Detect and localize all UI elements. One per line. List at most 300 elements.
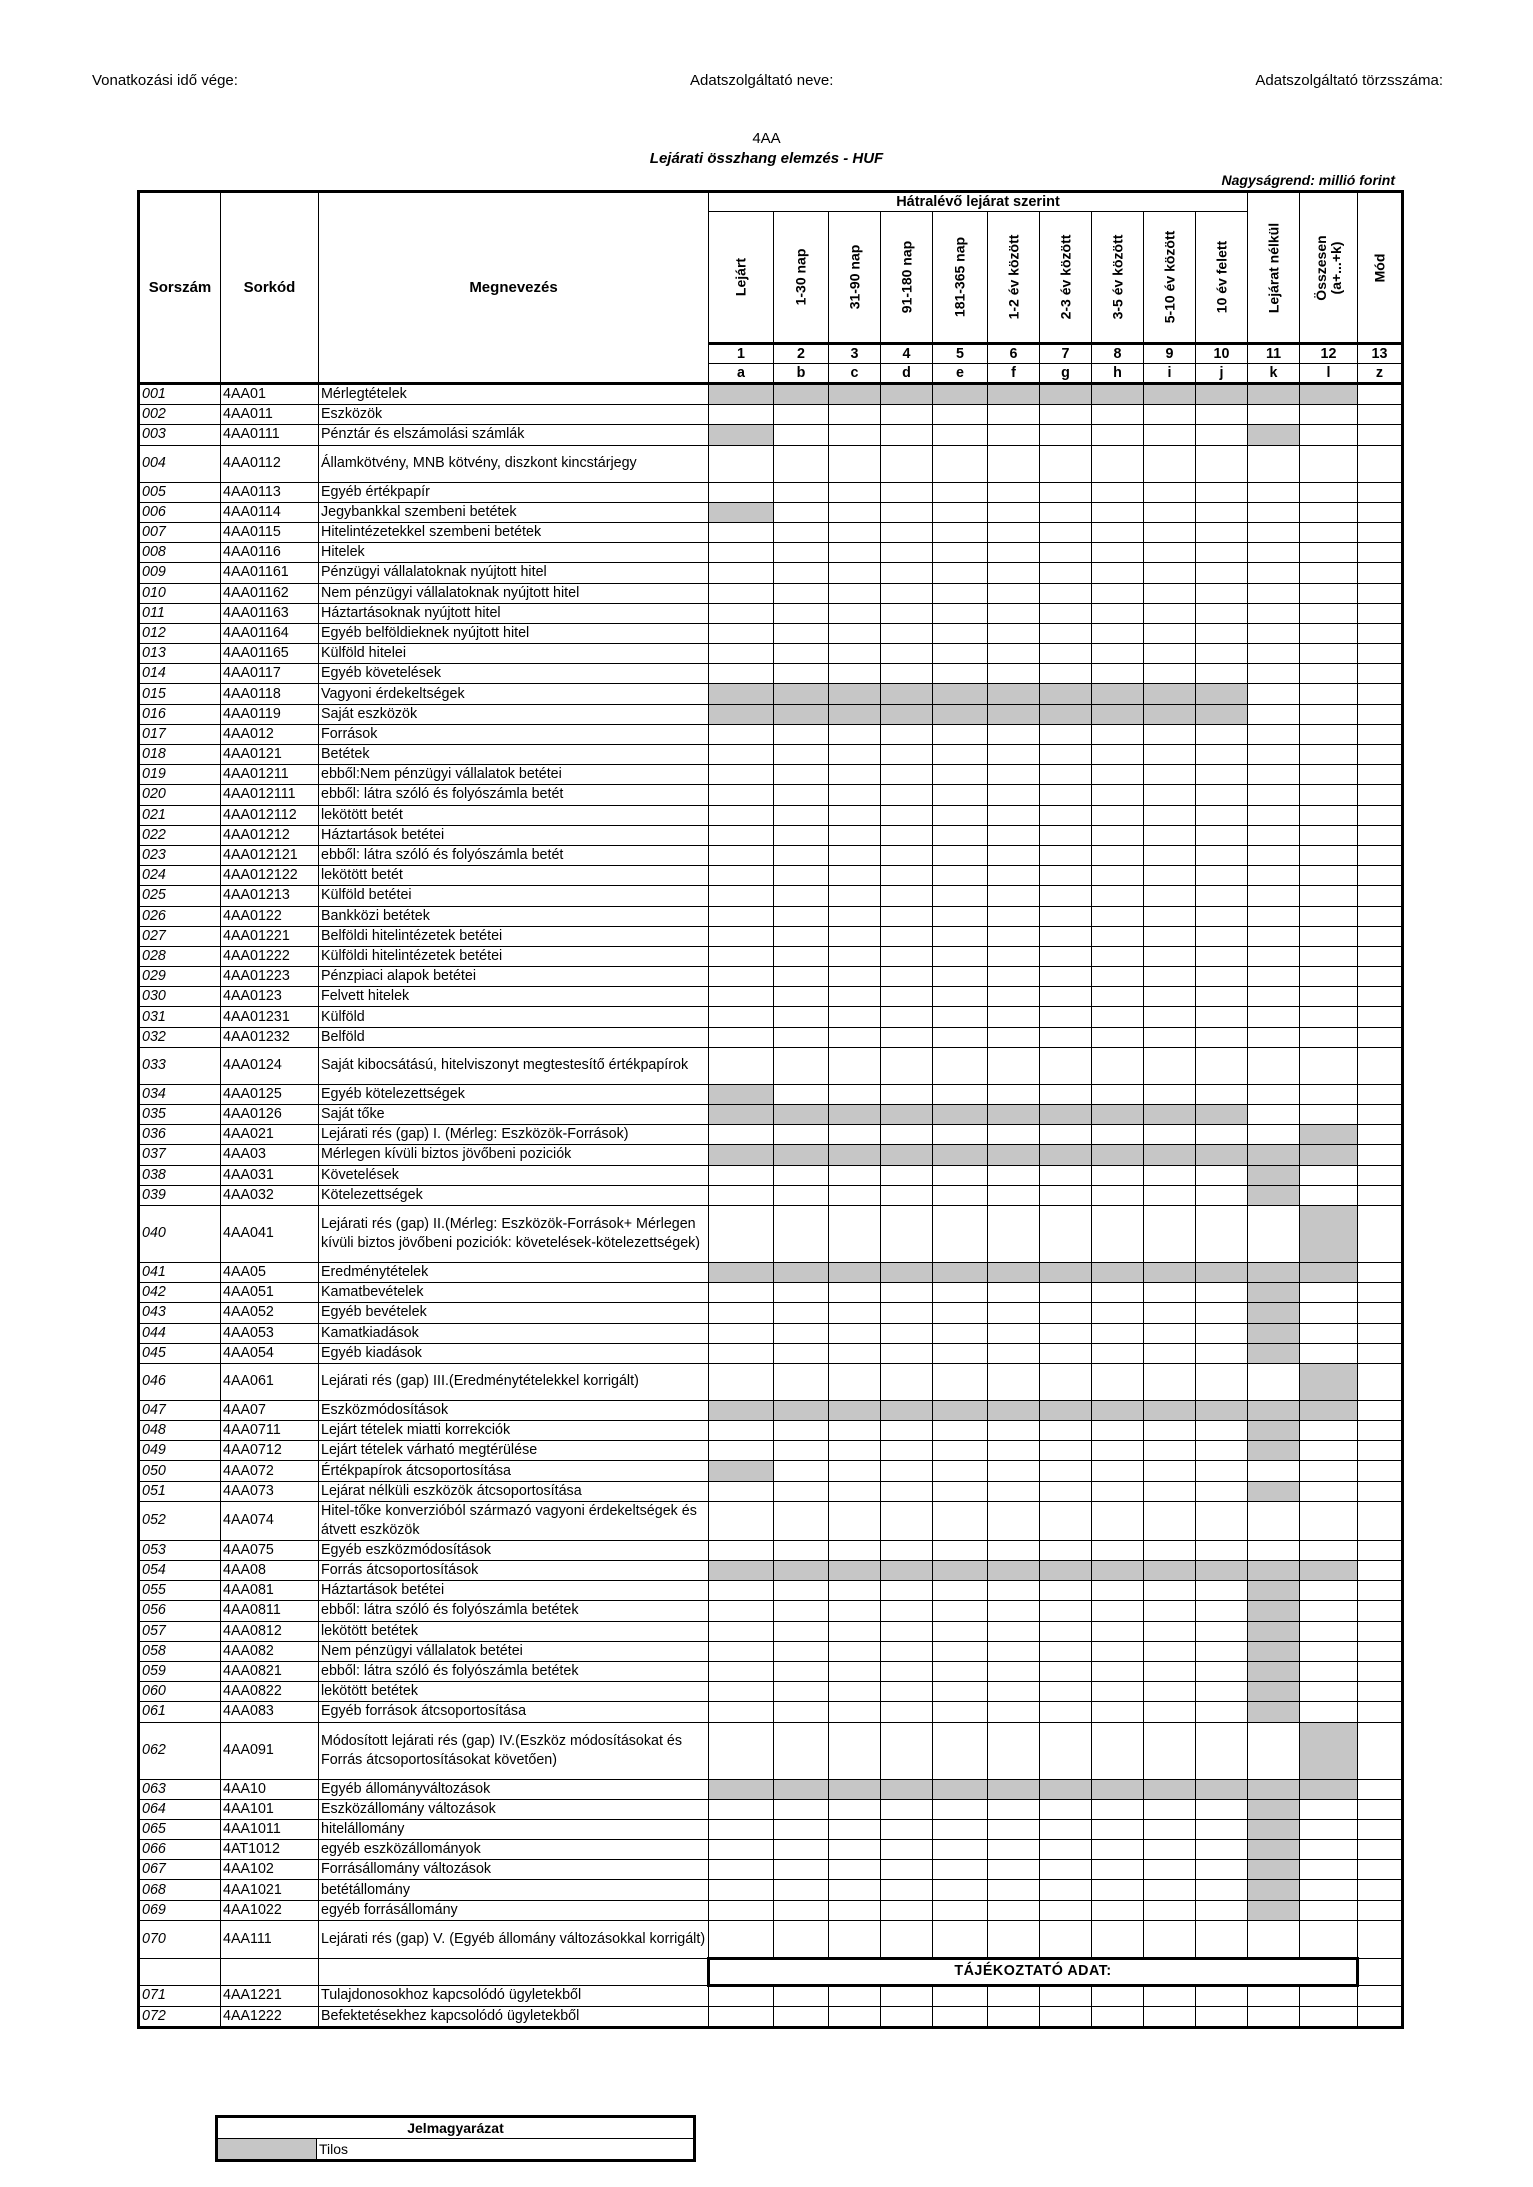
data-cell[interactable] xyxy=(1040,1722,1092,1779)
data-cell[interactable] xyxy=(829,1540,881,1560)
data-cell[interactable] xyxy=(1092,502,1144,522)
data-cell[interactable] xyxy=(933,785,988,805)
data-cell[interactable] xyxy=(829,1084,881,1104)
data-cell[interactable] xyxy=(1358,1007,1403,1027)
data-cell[interactable] xyxy=(1300,1303,1358,1323)
data-cell[interactable] xyxy=(1040,2007,1092,2028)
data-cell[interactable] xyxy=(709,765,774,785)
data-cell[interactable] xyxy=(829,906,881,926)
data-cell[interactable] xyxy=(1144,1900,1196,1920)
data-cell[interactable] xyxy=(1358,603,1403,623)
data-cell[interactable] xyxy=(774,1007,829,1027)
data-cell[interactable] xyxy=(881,926,933,946)
data-cell[interactable] xyxy=(1300,1920,1358,1958)
data-cell[interactable] xyxy=(709,1702,774,1722)
data-cell[interactable] xyxy=(1248,1262,1300,1282)
data-cell[interactable] xyxy=(988,425,1040,445)
data-cell[interactable] xyxy=(1144,906,1196,926)
data-cell[interactable] xyxy=(881,704,933,724)
data-cell[interactable] xyxy=(829,1165,881,1185)
data-cell[interactable] xyxy=(774,1581,829,1601)
data-cell[interactable] xyxy=(1092,1900,1144,1920)
data-cell[interactable] xyxy=(933,987,988,1007)
data-cell[interactable] xyxy=(1040,644,1092,664)
data-cell[interactable] xyxy=(1300,765,1358,785)
data-cell[interactable] xyxy=(933,1047,988,1084)
data-cell[interactable] xyxy=(988,825,1040,845)
data-cell[interactable] xyxy=(1358,482,1403,502)
data-cell[interactable] xyxy=(933,1779,988,1799)
data-cell[interactable] xyxy=(1358,623,1403,643)
data-cell[interactable] xyxy=(1358,1262,1403,1282)
data-cell[interactable] xyxy=(1040,1105,1092,1125)
data-cell[interactable] xyxy=(829,482,881,502)
data-cell[interactable] xyxy=(988,765,1040,785)
data-cell[interactable] xyxy=(829,1481,881,1501)
data-cell[interactable] xyxy=(709,1125,774,1145)
data-cell[interactable] xyxy=(1196,1461,1248,1481)
data-cell[interactable] xyxy=(1144,664,1196,684)
data-cell[interactable] xyxy=(1358,384,1403,405)
data-cell[interactable] xyxy=(1300,1007,1358,1027)
data-cell[interactable] xyxy=(881,1819,933,1839)
data-cell[interactable] xyxy=(774,745,829,765)
data-cell[interactable] xyxy=(881,563,933,583)
data-cell[interactable] xyxy=(1300,1205,1358,1262)
data-cell[interactable] xyxy=(1144,1185,1196,1205)
data-cell[interactable] xyxy=(829,1461,881,1481)
data-cell[interactable] xyxy=(1196,1540,1248,1560)
data-cell[interactable] xyxy=(1092,967,1144,987)
data-cell[interactable] xyxy=(1092,1581,1144,1601)
data-cell[interactable] xyxy=(1300,1441,1358,1461)
data-cell[interactable] xyxy=(774,583,829,603)
data-cell[interactable] xyxy=(881,644,933,664)
data-cell[interactable] xyxy=(1092,825,1144,845)
data-cell[interactable] xyxy=(1248,1481,1300,1501)
data-cell[interactable] xyxy=(1144,583,1196,603)
data-cell[interactable] xyxy=(1358,1501,1403,1540)
data-cell[interactable] xyxy=(1040,1819,1092,1839)
data-cell[interactable] xyxy=(1092,583,1144,603)
data-cell[interactable] xyxy=(933,405,988,425)
data-cell[interactable] xyxy=(1300,967,1358,987)
data-cell[interactable] xyxy=(881,425,933,445)
data-cell[interactable] xyxy=(829,1125,881,1145)
data-cell[interactable] xyxy=(1092,1920,1144,1958)
data-cell[interactable] xyxy=(1300,482,1358,502)
data-cell[interactable] xyxy=(709,785,774,805)
data-cell[interactable] xyxy=(1300,1400,1358,1420)
data-cell[interactable] xyxy=(933,1900,988,1920)
data-cell[interactable] xyxy=(933,1441,988,1461)
data-cell[interactable] xyxy=(881,1540,933,1560)
data-cell[interactable] xyxy=(1196,1682,1248,1702)
data-cell[interactable] xyxy=(1358,987,1403,1007)
data-cell[interactable] xyxy=(774,1561,829,1581)
data-cell[interactable] xyxy=(881,866,933,886)
data-cell[interactable] xyxy=(774,785,829,805)
data-cell[interactable] xyxy=(1248,1441,1300,1461)
data-cell[interactable] xyxy=(881,405,933,425)
data-cell[interactable] xyxy=(933,1303,988,1323)
data-cell[interactable] xyxy=(1092,745,1144,765)
data-cell[interactable] xyxy=(1196,1601,1248,1621)
data-cell[interactable] xyxy=(1040,1283,1092,1303)
data-cell[interactable] xyxy=(933,1145,988,1165)
data-cell[interactable] xyxy=(1196,445,1248,482)
data-cell[interactable] xyxy=(1248,405,1300,425)
data-cell[interactable] xyxy=(881,583,933,603)
data-cell[interactable] xyxy=(829,1601,881,1621)
data-cell[interactable] xyxy=(988,1702,1040,1722)
data-cell[interactable] xyxy=(1092,1205,1144,1262)
data-cell[interactable] xyxy=(1092,906,1144,926)
data-cell[interactable] xyxy=(988,987,1040,1007)
data-cell[interactable] xyxy=(1300,1501,1358,1540)
data-cell[interactable] xyxy=(1248,1007,1300,1027)
data-cell[interactable] xyxy=(1300,1799,1358,1819)
data-cell[interactable] xyxy=(1248,845,1300,865)
data-cell[interactable] xyxy=(1040,1641,1092,1661)
data-cell[interactable] xyxy=(1092,805,1144,825)
data-cell[interactable] xyxy=(1196,1262,1248,1282)
data-cell[interactable] xyxy=(709,583,774,603)
data-cell[interactable] xyxy=(988,1027,1040,1047)
data-cell[interactable] xyxy=(1300,543,1358,563)
data-cell[interactable] xyxy=(933,603,988,623)
data-cell[interactable] xyxy=(881,765,933,785)
data-cell[interactable] xyxy=(881,384,933,405)
data-cell[interactable] xyxy=(988,1540,1040,1560)
data-cell[interactable] xyxy=(1300,603,1358,623)
data-cell[interactable] xyxy=(1144,845,1196,865)
data-cell[interactable] xyxy=(881,805,933,825)
data-cell[interactable] xyxy=(1040,805,1092,825)
data-cell[interactable] xyxy=(829,765,881,785)
data-cell[interactable] xyxy=(1196,1125,1248,1145)
data-cell[interactable] xyxy=(1248,1105,1300,1125)
data-cell[interactable] xyxy=(1196,1880,1248,1900)
data-cell[interactable] xyxy=(774,1421,829,1441)
data-cell[interactable] xyxy=(1248,1185,1300,1205)
data-cell[interactable] xyxy=(1300,1819,1358,1839)
data-cell[interactable] xyxy=(709,684,774,704)
data-cell[interactable] xyxy=(1300,522,1358,542)
data-cell[interactable] xyxy=(881,543,933,563)
data-cell[interactable] xyxy=(933,967,988,987)
data-cell[interactable] xyxy=(1358,1047,1403,1084)
data-cell[interactable] xyxy=(1092,1722,1144,1779)
data-cell[interactable] xyxy=(1196,1363,1248,1400)
data-cell[interactable] xyxy=(1040,684,1092,704)
data-cell[interactable] xyxy=(709,425,774,445)
data-cell[interactable] xyxy=(1300,1621,1358,1641)
data-cell[interactable] xyxy=(1248,825,1300,845)
data-cell[interactable] xyxy=(1144,1561,1196,1581)
data-cell[interactable] xyxy=(988,1661,1040,1681)
data-cell[interactable] xyxy=(1092,425,1144,445)
data-cell[interactable] xyxy=(933,1461,988,1481)
data-cell[interactable] xyxy=(829,1621,881,1641)
data-cell[interactable] xyxy=(1092,1007,1144,1027)
data-cell[interactable] xyxy=(1300,1722,1358,1779)
data-cell[interactable] xyxy=(881,445,933,482)
data-cell[interactable] xyxy=(881,1501,933,1540)
data-cell[interactable] xyxy=(881,724,933,744)
data-cell[interactable] xyxy=(933,946,988,966)
data-cell[interactable] xyxy=(933,1819,988,1839)
data-cell[interactable] xyxy=(774,1262,829,1282)
data-cell[interactable] xyxy=(774,1047,829,1084)
data-cell[interactable] xyxy=(709,1165,774,1185)
data-cell[interactable] xyxy=(1144,1819,1196,1839)
data-cell[interactable] xyxy=(1248,805,1300,825)
data-cell[interactable] xyxy=(774,1105,829,1125)
data-cell[interactable] xyxy=(709,1985,774,2006)
data-cell[interactable] xyxy=(1144,1722,1196,1779)
data-cell[interactable] xyxy=(1248,1702,1300,1722)
data-cell[interactable] xyxy=(933,1400,988,1420)
data-cell[interactable] xyxy=(1196,1641,1248,1661)
data-cell[interactable] xyxy=(709,987,774,1007)
data-cell[interactable] xyxy=(1092,644,1144,664)
data-cell[interactable] xyxy=(774,1501,829,1540)
data-cell[interactable] xyxy=(709,1027,774,1047)
data-cell[interactable] xyxy=(709,405,774,425)
data-cell[interactable] xyxy=(1092,1682,1144,1702)
data-cell[interactable] xyxy=(933,522,988,542)
data-cell[interactable] xyxy=(1144,886,1196,906)
data-cell[interactable] xyxy=(1358,1920,1403,1958)
data-cell[interactable] xyxy=(1040,866,1092,886)
data-cell[interactable] xyxy=(709,2007,774,2028)
data-cell[interactable] xyxy=(709,623,774,643)
data-cell[interactable] xyxy=(1196,1702,1248,1722)
data-cell[interactable] xyxy=(709,1461,774,1481)
data-cell[interactable] xyxy=(933,1481,988,1501)
data-cell[interactable] xyxy=(1248,583,1300,603)
data-cell[interactable] xyxy=(1300,445,1358,482)
data-cell[interactable] xyxy=(1092,886,1144,906)
data-cell[interactable] xyxy=(1196,1900,1248,1920)
data-cell[interactable] xyxy=(1144,1461,1196,1481)
data-cell[interactable] xyxy=(1300,825,1358,845)
data-cell[interactable] xyxy=(988,1343,1040,1363)
data-cell[interactable] xyxy=(1248,1400,1300,1420)
data-cell[interactable] xyxy=(829,946,881,966)
data-cell[interactable] xyxy=(1248,946,1300,966)
data-cell[interactable] xyxy=(1040,765,1092,785)
data-cell[interactable] xyxy=(774,1323,829,1343)
data-cell[interactable] xyxy=(1092,543,1144,563)
data-cell[interactable] xyxy=(988,603,1040,623)
data-cell[interactable] xyxy=(1248,1027,1300,1047)
data-cell[interactable] xyxy=(1144,1682,1196,1702)
data-cell[interactable] xyxy=(709,603,774,623)
data-cell[interactable] xyxy=(1144,1641,1196,1661)
data-cell[interactable] xyxy=(1300,502,1358,522)
data-cell[interactable] xyxy=(881,1561,933,1581)
data-cell[interactable] xyxy=(1144,1441,1196,1461)
data-cell[interactable] xyxy=(933,1027,988,1047)
data-cell[interactable] xyxy=(1040,845,1092,865)
data-cell[interactable] xyxy=(709,1799,774,1819)
data-cell[interactable] xyxy=(881,967,933,987)
data-cell[interactable] xyxy=(709,1007,774,1027)
data-cell[interactable] xyxy=(1092,987,1144,1007)
data-cell[interactable] xyxy=(1248,745,1300,765)
data-cell[interactable] xyxy=(829,425,881,445)
data-cell[interactable] xyxy=(1092,1860,1144,1880)
data-cell[interactable] xyxy=(829,1441,881,1461)
data-cell[interactable] xyxy=(1092,684,1144,704)
data-cell[interactable] xyxy=(1040,1185,1092,1205)
data-cell[interactable] xyxy=(933,704,988,724)
data-cell[interactable] xyxy=(1092,1084,1144,1104)
data-cell[interactable] xyxy=(988,445,1040,482)
data-cell[interactable] xyxy=(709,1205,774,1262)
data-cell[interactable] xyxy=(1040,1165,1092,1185)
data-cell[interactable] xyxy=(988,1641,1040,1661)
data-cell[interactable] xyxy=(933,724,988,744)
data-cell[interactable] xyxy=(1248,1205,1300,1262)
data-cell[interactable] xyxy=(1040,623,1092,643)
data-cell[interactable] xyxy=(829,405,881,425)
data-cell[interactable] xyxy=(774,1799,829,1819)
data-cell[interactable] xyxy=(1040,1702,1092,1722)
data-cell[interactable] xyxy=(774,1682,829,1702)
data-cell[interactable] xyxy=(881,1461,933,1481)
data-cell[interactable] xyxy=(1358,745,1403,765)
data-cell[interactable] xyxy=(829,926,881,946)
data-cell[interactable] xyxy=(829,1880,881,1900)
data-cell[interactable] xyxy=(1144,1283,1196,1303)
data-cell[interactable] xyxy=(881,1125,933,1145)
data-cell[interactable] xyxy=(881,1084,933,1104)
data-cell[interactable] xyxy=(1196,1985,1248,2006)
data-cell[interactable] xyxy=(709,1819,774,1839)
data-cell[interactable] xyxy=(1300,405,1358,425)
data-cell[interactable] xyxy=(988,1561,1040,1581)
data-cell[interactable] xyxy=(881,1682,933,1702)
data-cell[interactable] xyxy=(829,1205,881,1262)
data-cell[interactable] xyxy=(1144,1125,1196,1145)
data-cell[interactable] xyxy=(933,845,988,865)
data-cell[interactable] xyxy=(988,1047,1040,1084)
data-cell[interactable] xyxy=(1196,866,1248,886)
data-cell[interactable] xyxy=(709,1561,774,1581)
data-cell[interactable] xyxy=(1144,926,1196,946)
data-cell[interactable] xyxy=(1144,724,1196,744)
data-cell[interactable] xyxy=(709,522,774,542)
data-cell[interactable] xyxy=(881,1860,933,1880)
data-cell[interactable] xyxy=(1040,926,1092,946)
data-cell[interactable] xyxy=(1300,1185,1358,1205)
data-cell[interactable] xyxy=(933,664,988,684)
data-cell[interactable] xyxy=(1358,1343,1403,1363)
data-cell[interactable] xyxy=(1040,785,1092,805)
data-cell[interactable] xyxy=(774,1481,829,1501)
data-cell[interactable] xyxy=(1300,2007,1358,2028)
data-cell[interactable] xyxy=(933,745,988,765)
data-cell[interactable] xyxy=(1358,1702,1403,1722)
data-cell[interactable] xyxy=(829,1840,881,1860)
data-cell[interactable] xyxy=(1196,926,1248,946)
data-cell[interactable] xyxy=(1040,967,1092,987)
data-cell[interactable] xyxy=(1300,1283,1358,1303)
data-cell[interactable] xyxy=(829,1641,881,1661)
data-cell[interactable] xyxy=(829,1860,881,1880)
data-cell[interactable] xyxy=(1040,1682,1092,1702)
data-cell[interactable] xyxy=(774,522,829,542)
data-cell[interactable] xyxy=(1092,765,1144,785)
data-cell[interactable] xyxy=(1196,805,1248,825)
data-cell[interactable] xyxy=(881,1185,933,1205)
data-cell[interactable] xyxy=(1358,1441,1403,1461)
data-cell[interactable] xyxy=(1248,1363,1300,1400)
data-cell[interactable] xyxy=(1196,845,1248,865)
data-cell[interactable] xyxy=(829,1363,881,1400)
data-cell[interactable] xyxy=(1144,967,1196,987)
data-cell[interactable] xyxy=(933,1421,988,1441)
data-cell[interactable] xyxy=(1358,522,1403,542)
data-cell[interactable] xyxy=(1248,482,1300,502)
data-cell[interactable] xyxy=(1040,1840,1092,1860)
data-cell[interactable] xyxy=(988,1441,1040,1461)
data-cell[interactable] xyxy=(1092,1561,1144,1581)
data-cell[interactable] xyxy=(1196,1400,1248,1420)
data-cell[interactable] xyxy=(933,1007,988,1027)
data-cell[interactable] xyxy=(1248,1047,1300,1084)
data-cell[interactable] xyxy=(881,1283,933,1303)
data-cell[interactable] xyxy=(1300,1084,1358,1104)
data-cell[interactable] xyxy=(1196,1145,1248,1165)
data-cell[interactable] xyxy=(1144,1027,1196,1047)
data-cell[interactable] xyxy=(829,1985,881,2006)
data-cell[interactable] xyxy=(1040,425,1092,445)
data-cell[interactable] xyxy=(1040,906,1092,926)
data-cell[interactable] xyxy=(774,1860,829,1880)
data-cell[interactable] xyxy=(829,845,881,865)
data-cell[interactable] xyxy=(1358,1105,1403,1125)
data-cell[interactable] xyxy=(1358,1900,1403,1920)
data-cell[interactable] xyxy=(1092,1461,1144,1481)
data-cell[interactable] xyxy=(1196,765,1248,785)
data-cell[interactable] xyxy=(933,1860,988,1880)
data-cell[interactable] xyxy=(1358,583,1403,603)
data-cell[interactable] xyxy=(1248,1880,1300,1900)
data-cell[interactable] xyxy=(1092,1027,1144,1047)
data-cell[interactable] xyxy=(1040,745,1092,765)
data-cell[interactable] xyxy=(709,1581,774,1601)
data-cell[interactable] xyxy=(933,1205,988,1262)
data-cell[interactable] xyxy=(709,1185,774,1205)
data-cell[interactable] xyxy=(1196,1007,1248,1027)
data-cell[interactable] xyxy=(1040,502,1092,522)
data-cell[interactable] xyxy=(774,1400,829,1420)
data-cell[interactable] xyxy=(1144,1702,1196,1722)
data-cell[interactable] xyxy=(709,704,774,724)
data-cell[interactable] xyxy=(1092,1421,1144,1441)
data-cell[interactable] xyxy=(933,1661,988,1681)
data-cell[interactable] xyxy=(1300,906,1358,926)
data-cell[interactable] xyxy=(1196,583,1248,603)
data-cell[interactable] xyxy=(829,1105,881,1125)
data-cell[interactable] xyxy=(829,967,881,987)
data-cell[interactable] xyxy=(933,2007,988,2028)
data-cell[interactable] xyxy=(988,886,1040,906)
